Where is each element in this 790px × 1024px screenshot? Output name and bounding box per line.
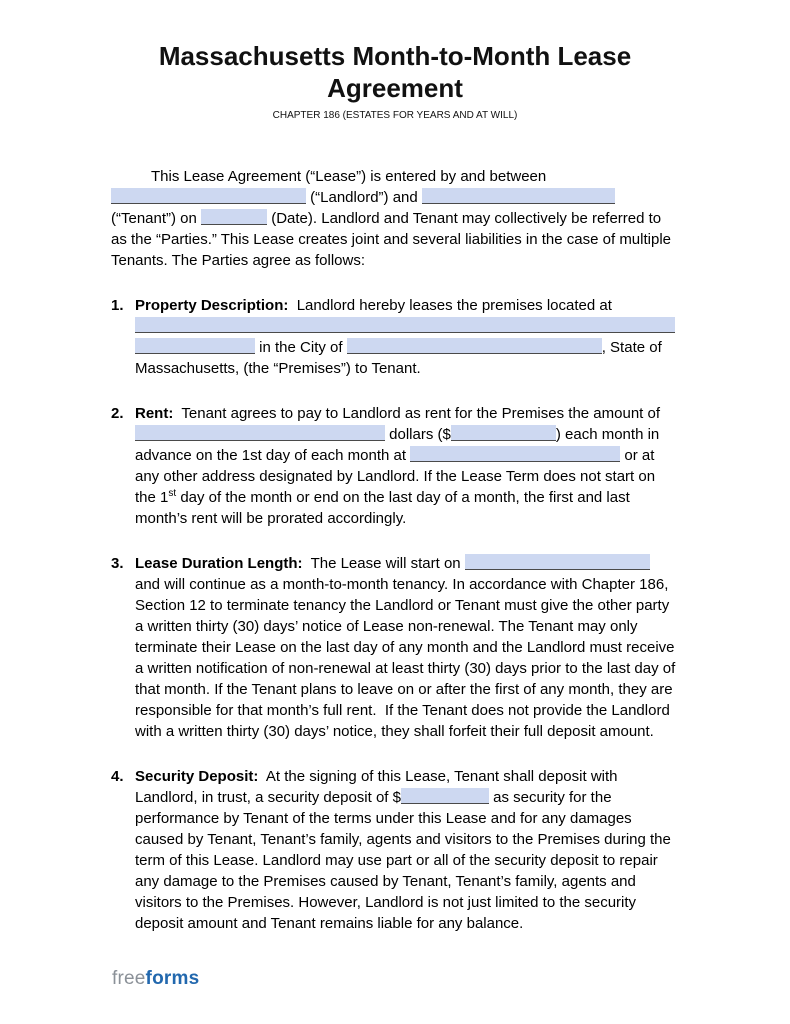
- section-text: [135, 555, 675, 740]
- text-run: Tenant agrees to pay to Landlord as rent for the Premises the amount of: [173, 405, 661, 422]
- text-run: (“Tenant”) on: [111, 210, 202, 227]
- section-heading: Security Deposit:: [135, 768, 259, 785]
- section-property-description: [111, 295, 679, 379]
- section-number: 4.: [111, 768, 124, 785]
- rent-amount-words-field[interactable]: [135, 425, 385, 441]
- text-run: At the signing of this Lease, Tenant shall deposit with Landlord, in trust, a security deposit of $: [135, 768, 618, 806]
- text-run: The Lease will start on: [302, 555, 465, 572]
- text-run: as security for the performance by Tenant of the terms under this Lease and for any damages caused by Tenant, Tenant’s family, agents and visitors to the Premises during the term of this Lease. Landlord may use part or all of the security deposit to repair any damage to the Premises caused by Tenant, Tenant’s family, agents and visitors to the Premises. However, Landlord is not just limited to the security deposit amount and Tenant remains liable for any balance.: [135, 789, 671, 932]
- section-heading: Lease Duration Length:: [135, 555, 303, 572]
- document-title: Massachusetts Month-to-Month Lease Agreement: [158, 41, 632, 103]
- text-run: (Date). Landlord and Tenant may collectively be referred to as the “Parties.” This Lease creates joint and several liabilities in the case of multiple Tenants. The Parties agree as follows:: [111, 210, 672, 269]
- document-content: [111, 0, 679, 934]
- brand-forms-text: forms: [145, 968, 200, 989]
- text-run: dollars ($: [385, 426, 451, 443]
- brand-free-text: free: [112, 968, 146, 989]
- payment-address-field[interactable]: [410, 446, 620, 462]
- security-deposit-amount-field[interactable]: [401, 788, 489, 804]
- superscript-text: st: [168, 488, 177, 499]
- text-run: in the City of: [255, 339, 347, 356]
- text-run: Landlord hereby leases the premises located at: [288, 297, 612, 314]
- city-field[interactable]: [347, 338, 602, 354]
- property-address-line1-field[interactable]: [135, 317, 675, 333]
- property-address-line2-field[interactable]: [135, 338, 255, 354]
- text-run: ) each month in advance on the 1st day of each month at: [135, 426, 660, 464]
- section-heading: Property Description:: [135, 297, 289, 314]
- text-run: or at any other address designated by Landlord. If the Lease Term does not start on the 1: [135, 447, 656, 506]
- date-field[interactable]: [201, 209, 267, 225]
- landlord-name-field[interactable]: [111, 188, 306, 204]
- section-number: 3.: [111, 555, 124, 572]
- intro-paragraph: [111, 166, 679, 271]
- text-run: and will continue as a month-to-month tenancy. In accordance with Chapter 186, Section 12 to terminate tenancy the Landlord or Tenant must give the other party a written thirty (30) days’ notice of Lease non-renewal. The Tenant may only terminate their Lease on the last day of any month and the Landlord must receive a written notification of non-renewal at least thirty (30) days prior to the last day of that month. If the Tenant plans to leave on or after the first of any month, they are responsible for that month’s full rent. If the Tenant does not provide the Landlord with a written thirty (30) days’ notice, they shall forfeit their full deposit amount.: [135, 576, 676, 740]
- document-subtitle: CHAPTER 186 (ESTATES FOR YEARS AND AT WILL): [272, 110, 518, 121]
- text-run: , State of Massachusetts, (the “Premises”) to Tenant.: [135, 339, 662, 377]
- section-lease-duration-length: [111, 553, 679, 742]
- freeforms-logo: [112, 968, 199, 990]
- text-run: (“Landlord”) and: [306, 189, 422, 206]
- lease-start-date-field[interactable]: [465, 554, 650, 570]
- section-text: [135, 768, 671, 932]
- section-heading: Rent:: [135, 405, 174, 422]
- text-run: day of the month or end on the last day of a month, the first and last month’s rent will be prorated accordingly.: [135, 489, 630, 527]
- rent-amount-number-field[interactable]: [451, 425, 556, 441]
- section-text: [135, 405, 660, 527]
- section-number: 1.: [111, 297, 124, 314]
- tenant-name-field[interactable]: [422, 188, 615, 204]
- section-text: [135, 297, 675, 377]
- section-security-deposit: [111, 766, 679, 934]
- text-run: This Lease Agreement (“Lease”) is entered by and between: [151, 168, 547, 185]
- section-number: 2.: [111, 405, 124, 422]
- section-rent: [111, 403, 679, 529]
